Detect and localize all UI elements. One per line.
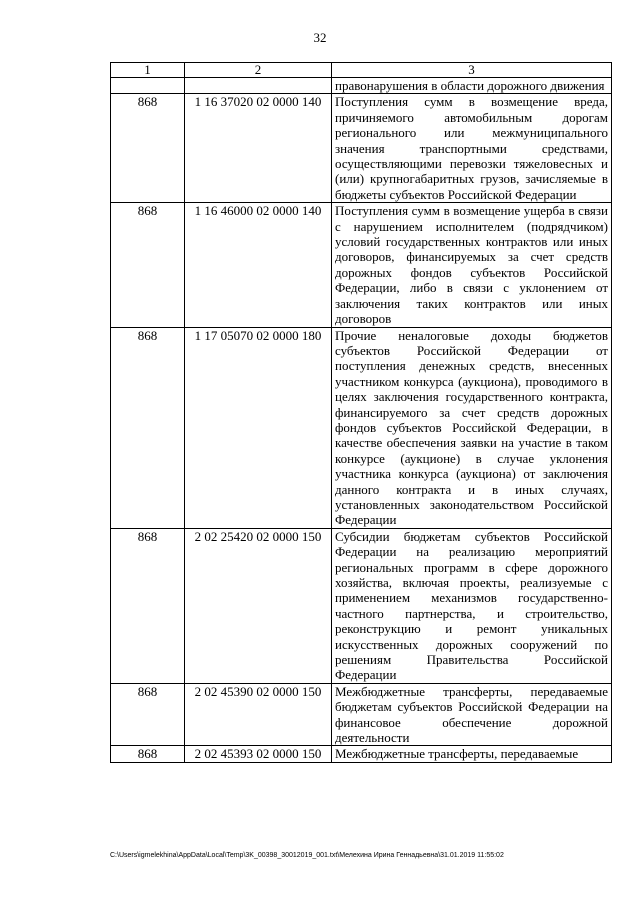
- document-footer-path: C:\Users\igmelekhina\AppData\Local\Temp\3K_00398_30012019_001.txt\Мелехина Ирина Геннадьевна\31.01.2019 11:55:02: [110, 852, 504, 859]
- admin-code-cell: 868: [111, 746, 185, 762]
- revenue-code-cell: [185, 78, 332, 94]
- table-row: [111, 78, 612, 94]
- revenue-description-cell: Межбюджетные трансферты, передаваемые бюджетам субъектов Российской Федерации на финансовое обеспечение дорожной деятельности: [332, 683, 612, 746]
- table-header-row: [111, 63, 612, 78]
- admin-code-cell: 868: [111, 327, 185, 528]
- table-row: [111, 528, 612, 683]
- revenue-code-cell: 2 02 45390 02 0000 150: [185, 683, 332, 746]
- table-row: [111, 746, 612, 762]
- admin-code-cell: 868: [111, 203, 185, 327]
- column-header-3: 3: [332, 63, 612, 78]
- table-row: [111, 683, 612, 746]
- admin-code-cell: 868: [111, 528, 185, 683]
- table-row: [111, 327, 612, 528]
- revenue-description-cell: Поступления сумм в возмещение ущерба в связи с нарушением исполнителем (подрядчиком) условий государственных контрактов или иных договоров, финансируемых за счет средств дорожных фондов субъектов Российской Федерации, либо в связи с уклонением от заключения таких контрактов или иных договоров: [332, 203, 612, 327]
- revenue-code-cell: 2 02 45393 02 0000 150: [185, 746, 332, 762]
- revenue-description-cell: правонарушения в области дорожного движения: [332, 78, 612, 94]
- revenue-code-cell: 1 16 46000 02 0000 140: [185, 203, 332, 327]
- revenue-description-cell: Субсидии бюджетам субъектов Российской Федерации на реализацию мероприятий региональных программ в сфере дорожного хозяйства, включая проекты, реализуемые с применением механизмов государственно-частного партнерства, и строительство, реконструкцию и ремонт уникальных искусственных дорожных сооружений по решениям Правительства Российской Федерации: [332, 528, 612, 683]
- table-row: [111, 94, 612, 203]
- revenue-description-cell: Поступления сумм в возмещение вреда, причиняемого автомобильным дорогам регионального или межмуниципального значения транспортными средствами, осуществляющими перевозки тяжеловесных и (или) крупногабаритных грузов, зачисляемые в бюджеты субъектов Российской Федерации: [332, 94, 612, 203]
- revenue-description-cell: Прочие неналоговые доходы бюджетов субъектов Российской Федерации от поступления денежных средств, внесенных участником конкурса (аукциона), проводимого в целях заключения государственного контракта, финансируемого за счет средств дорожных фондов субъектов Российской Федерации, в качестве обеспечения заявки на участие в таком конкурсе (аукционе) в случае уклонения участника конкурса (аукциона) от заключения данного контракта и в иных случаях, установленных законодательством Российской Федерации: [332, 327, 612, 528]
- revenue-code-cell: 1 17 05070 02 0000 180: [185, 327, 332, 528]
- budget-classification-table: [110, 62, 612, 763]
- column-header-2: 2: [185, 63, 332, 78]
- admin-code-cell: 868: [111, 683, 185, 746]
- table-row: [111, 203, 612, 327]
- revenue-code-cell: 1 16 37020 02 0000 140: [185, 94, 332, 203]
- revenue-description-cell: Межбюджетные трансферты, передаваемые: [332, 746, 612, 762]
- admin-code-cell: [111, 78, 185, 94]
- revenue-code-cell: 2 02 25420 02 0000 150: [185, 528, 332, 683]
- page-number: 32: [313, 30, 327, 45]
- admin-code-cell: 868: [111, 94, 185, 203]
- column-header-1: 1: [111, 63, 185, 78]
